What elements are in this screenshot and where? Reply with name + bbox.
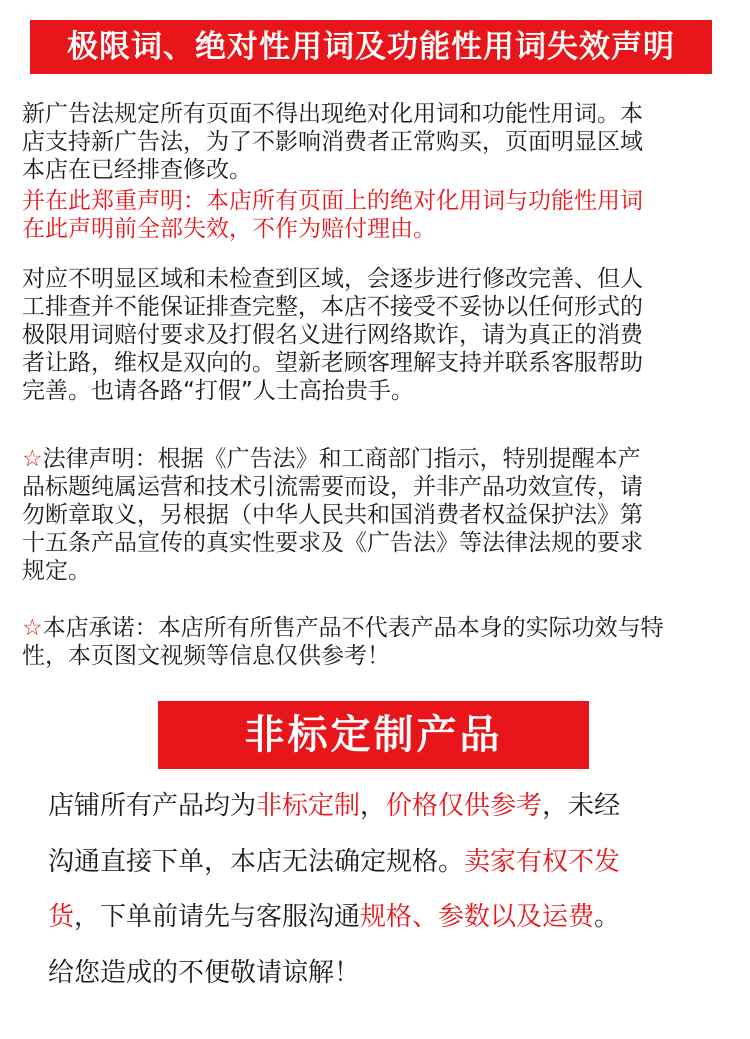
paragraph-line: 并在此郑重声明：本店所有页面上的绝对化用词与功能性用词 [22, 188, 643, 214]
paragraph-line: 勿断章取义，另根据（中华人民共和国消费者权益保护法》第 [22, 502, 643, 528]
notice-line-4: 给您造成的不便敬请谅解！ [48, 958, 361, 988]
paragraph-line: 店支持新广告法，为了不影响消费者正常购买，页面明显区域 [22, 129, 643, 155]
paragraph-line: 本店在已经排查修改。 [22, 157, 252, 183]
paragraph-line: 对应不明显区域和未检查到区域，会逐步进行修改完善、但人 [22, 266, 643, 292]
legal-statement-paragraph [22, 445, 726, 585]
unchecked-areas-paragraph [22, 265, 726, 405]
notice-highlight: 规格、参数以及运费 [360, 902, 595, 932]
paragraph-line: 完善。也请各路“打假”人士高抬贵手。 [22, 378, 414, 404]
notice-highlight: 货 [48, 902, 75, 932]
advertising-law-paragraph [22, 100, 726, 184]
notice-highlight: 价格仅供参考 [386, 791, 543, 821]
notice-text: 。 [594, 902, 621, 932]
notice-line-2 [48, 846, 728, 878]
notice-highlight: 非标定制 [256, 791, 361, 821]
promise-line-text: 本店承诺：本店所有所售产品不代表产品本身的实际功效与特 [42, 615, 664, 641]
notice-text: ，下单前请先与客服沟通 [74, 902, 361, 932]
notice-text: 沟通直接下单，本店无法确定规格。 [48, 847, 465, 877]
non-standard-custom-banner: 非标定制产品 [158, 701, 589, 769]
paragraph-line: 者让路，维权是双向的。望新老顾客理解支持并联系客服帮助 [22, 350, 643, 376]
store-promise-paragraph [22, 614, 726, 670]
paragraph-line: 十五条产品宣传的真实性要求及《广告法》等法律法规的要求 [22, 530, 643, 556]
paragraph-line: 性，本页图文视频等信息仅供参考！ [22, 643, 390, 669]
legal-line-text: 法律声明：根据《广告法》和工商部门指示，特别提醒本产 [42, 446, 641, 472]
paragraph-line: 品标题纯属运营和技术引流需要而设，并非产品功效宣传，请 [22, 474, 643, 500]
paragraph-line: 在此声明前全部失效，不作为赔付理由。 [22, 216, 436, 242]
star-icon: ☆ [22, 615, 43, 641]
notice-text: ，未经 [542, 791, 621, 821]
paragraph-line: 新广告法规定所有页面不得出现绝对化用词和功能性用词。本 [22, 101, 643, 127]
notice-text: 店铺所有产品均为 [48, 791, 257, 821]
solemn-declaration-paragraph [22, 187, 726, 243]
notice-line-3 [48, 901, 728, 933]
paragraph-line: 规定。 [22, 558, 91, 584]
notice-line-1 [48, 790, 728, 822]
star-icon: ☆ [22, 446, 43, 472]
paragraph-line: 极限用词赔付要求及打假名义进行网络欺诈，请为真正的消费 [22, 322, 643, 348]
notice-highlight: 卖家有权不发 [464, 847, 621, 877]
paragraph-line: 工排查并不能保证排查完整，本店不接受不妥协以任何形式的 [22, 294, 643, 320]
paragraph-line [22, 445, 726, 473]
notice-text: ， [360, 791, 387, 821]
paragraph-line [22, 614, 726, 642]
statement-title: 极限词、绝对性用词及功能性用词失效声明 [30, 20, 712, 74]
